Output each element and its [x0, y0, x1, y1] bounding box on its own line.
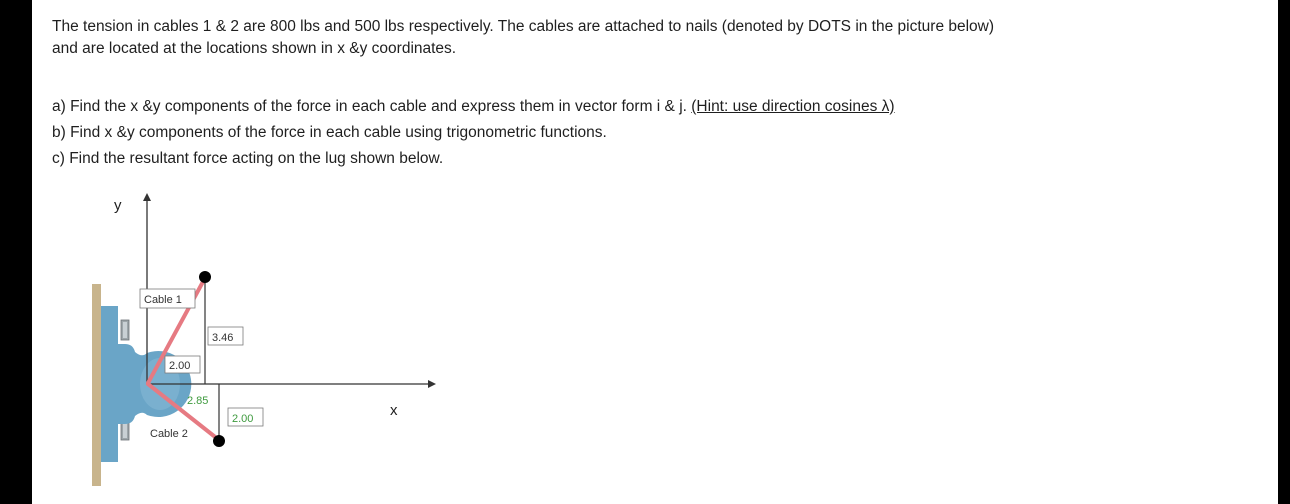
wall [92, 284, 101, 486]
cable-2-label: Cable 2 [150, 428, 188, 440]
x-axis-label: x [390, 402, 398, 419]
problem-line-2: and are located at the locations shown in x &y coordinates. [52, 40, 457, 57]
part-a-text: a) Find the x &y components of the force in each cable and express them in vector form i & j. [52, 98, 692, 115]
y-axis-arrow [143, 193, 151, 201]
part-c: c) Find the resultant force acting on the lug shown below. [52, 150, 444, 167]
part-a-hint: (Hint: use direction cosines λ) [691, 98, 895, 115]
nail-dot-cable-1 [199, 271, 211, 283]
dim-cable-1-y: 3.46 [212, 332, 234, 344]
dim-cable-2-x: 2.85 [187, 395, 209, 407]
bolt-top [121, 320, 129, 340]
dim-cable-2-y: 2.00 [232, 413, 254, 425]
nail-dot-cable-2 [213, 435, 225, 447]
part-b: b) Find x &y components of the force in each cable using trigonometric functions. [52, 124, 607, 141]
x-axis-arrow [428, 380, 436, 388]
y-axis-label: y [114, 197, 122, 214]
lug-diagram [32, 0, 1278, 504]
problem-sheet [32, 0, 1278, 504]
cable-1-label: Cable 1 [144, 294, 182, 306]
dim-cable-1-x: 2.00 [169, 360, 191, 372]
problem-line-1: The tension in cables 1 & 2 are 800 lbs and 500 lbs respectively. The cables are attached to nails (denoted by DOTS in the picture below) [52, 18, 995, 35]
